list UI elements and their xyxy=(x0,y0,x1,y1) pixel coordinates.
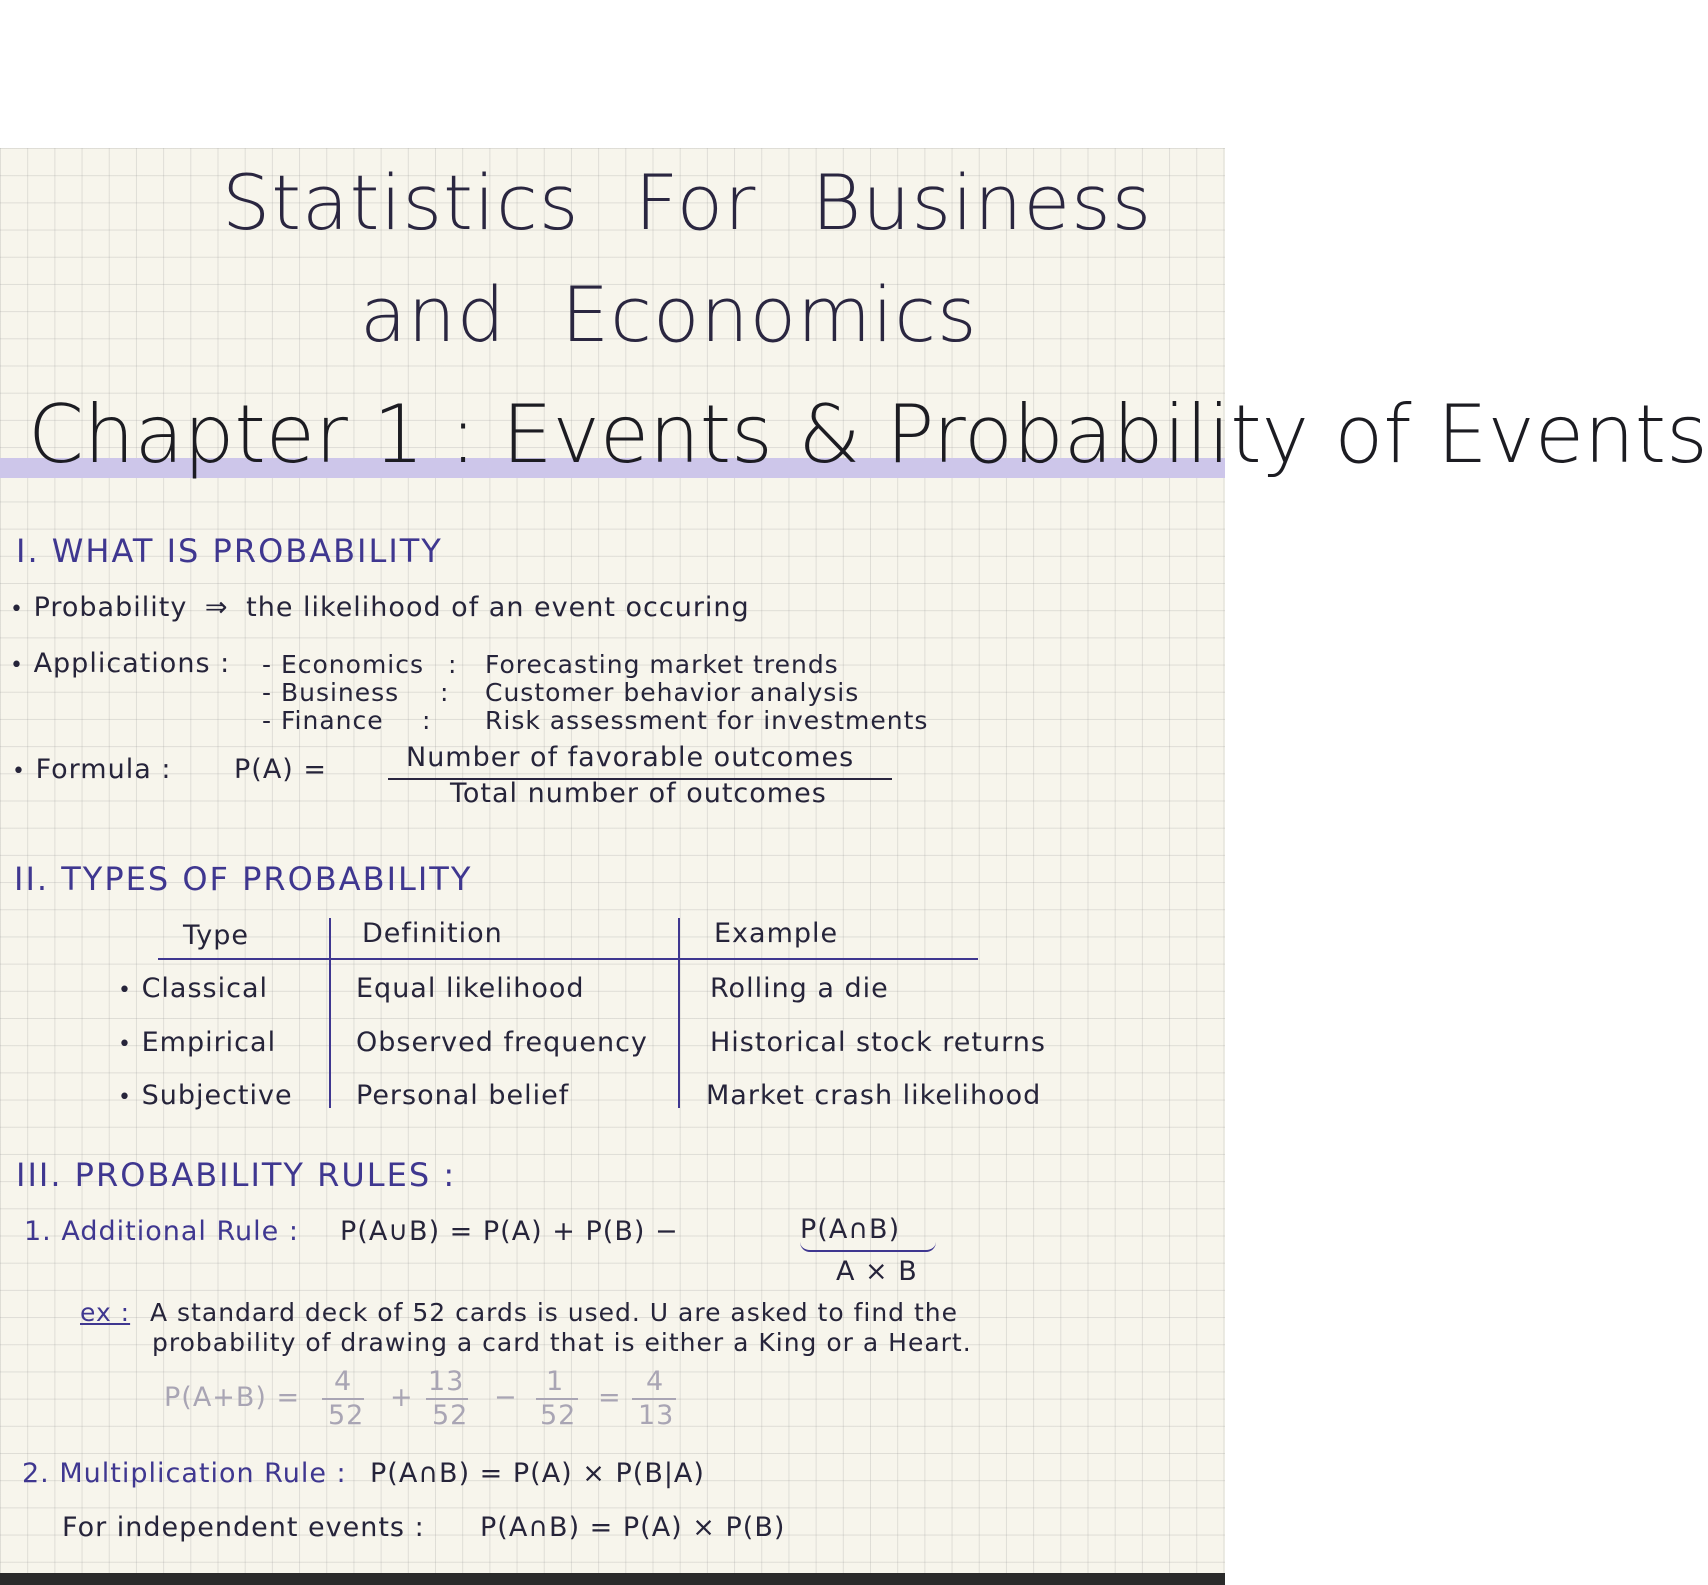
operator: − xyxy=(494,1382,518,1413)
table-column-rule xyxy=(678,918,680,1108)
rule1-label: 1. Additional Rule : xyxy=(24,1216,299,1247)
table-column-rule xyxy=(329,918,331,1108)
rule2-label: 2. Multiplication Rule : xyxy=(22,1458,347,1489)
fraction-denominator: 52 xyxy=(540,1400,577,1431)
definition-term: Probability xyxy=(33,592,188,623)
title-word: and xyxy=(360,270,506,359)
table-header: Type xyxy=(183,920,250,951)
operator: + xyxy=(390,1382,414,1413)
title-word: Business xyxy=(811,158,1153,247)
table-cell: Subjective xyxy=(141,1080,293,1111)
application-field: - Finance xyxy=(262,706,384,735)
application-sep: : xyxy=(422,706,432,735)
arrow-icon: ⇒ xyxy=(204,592,229,623)
rule2-formula: P(A∩B) = P(A) × P(B|A) xyxy=(370,1458,705,1489)
page-bottom-edge xyxy=(0,1573,1225,1585)
fraction-numerator: 1 xyxy=(546,1366,565,1397)
fraction-denominator: 52 xyxy=(432,1400,469,1431)
chapter-title: Chapter 1 : Events & Probability of Events xyxy=(28,388,1708,481)
section-heading: I. WHAT IS PROBABILITY xyxy=(16,532,443,570)
independent-label: For independent events : xyxy=(62,1512,425,1543)
bullet: • xyxy=(118,1032,132,1057)
rule1-last-term: P(A∩B) xyxy=(800,1214,901,1245)
section-heading: II. TYPES OF PROBABILITY xyxy=(14,860,473,898)
notebook-page xyxy=(0,148,1708,1585)
bullet: • xyxy=(118,1085,132,1110)
bullet: • xyxy=(10,653,24,678)
definition-line xyxy=(10,592,750,623)
fraction-numerator: 4 xyxy=(646,1366,665,1397)
table-cell: Personal belief xyxy=(356,1080,570,1111)
formula-label xyxy=(12,754,171,785)
title-word: Statistics xyxy=(222,158,580,247)
rule1-formula: P(A∪B) = P(A) + P(B) − xyxy=(340,1216,679,1247)
underbrace-label: A × B xyxy=(836,1256,918,1287)
example-text: A standard deck of 52 cards is used. U are asked to find the xyxy=(150,1298,959,1327)
table-row xyxy=(118,973,268,1004)
table-row xyxy=(118,1080,293,1111)
independent-formula: P(A∩B) = P(A) × P(B) xyxy=(480,1512,786,1543)
fraction-denominator: 52 xyxy=(328,1400,365,1431)
table-header: Definition xyxy=(362,918,503,949)
formula-denominator: Total number of outcomes xyxy=(450,778,827,809)
bullet: • xyxy=(118,978,132,1003)
application-field: - Business xyxy=(262,678,400,707)
title-line-2 xyxy=(360,270,978,359)
table-row xyxy=(118,1027,276,1058)
applications-text: Applications : xyxy=(33,648,231,679)
title-word: Economics xyxy=(561,270,978,359)
calc-lhs: P(A+B) = xyxy=(164,1382,301,1413)
title-word: For xyxy=(634,158,757,247)
application-sep: : xyxy=(448,650,458,679)
section-heading: III. PROBABILITY RULES : xyxy=(16,1156,457,1194)
application-field: - Economics xyxy=(262,650,425,679)
table-cell: Observed frequency xyxy=(356,1027,648,1058)
table-cell: Market crash likelihood xyxy=(706,1080,1042,1111)
underbrace xyxy=(800,1242,936,1252)
formula-label-text: Formula : xyxy=(35,754,172,785)
table-header: Example xyxy=(714,918,839,949)
title-line-1 xyxy=(222,158,1152,247)
formula-lhs: P(A) = xyxy=(234,754,328,785)
application-sep: : xyxy=(440,678,450,707)
formula-numerator: Number of favorable outcomes xyxy=(406,742,855,773)
fraction-numerator: 4 xyxy=(334,1366,353,1397)
definition-text: the likelihood of an event occuring xyxy=(246,592,750,623)
example-text: probability of drawing a card that is either a King or a Heart. xyxy=(152,1328,972,1357)
fraction-denominator: 13 xyxy=(638,1400,675,1431)
table-header-rule xyxy=(158,958,978,960)
operator: = xyxy=(598,1382,622,1413)
table-cell: Empirical xyxy=(141,1027,277,1058)
table-cell: Historical stock returns xyxy=(710,1027,1046,1058)
application-desc: Risk assessment for investments xyxy=(485,706,929,735)
table-cell: Rolling a die xyxy=(710,973,889,1004)
application-desc: Forecasting market trends xyxy=(485,650,839,679)
bullet: • xyxy=(12,759,26,784)
bullet: • xyxy=(10,597,24,622)
table-cell: Equal likelihood xyxy=(356,973,585,1004)
application-desc: Customer behavior analysis xyxy=(485,678,860,707)
applications-label xyxy=(10,648,230,679)
example-label: ex : xyxy=(80,1298,131,1327)
table-cell: Classical xyxy=(141,973,269,1004)
fraction-numerator: 13 xyxy=(428,1366,465,1397)
